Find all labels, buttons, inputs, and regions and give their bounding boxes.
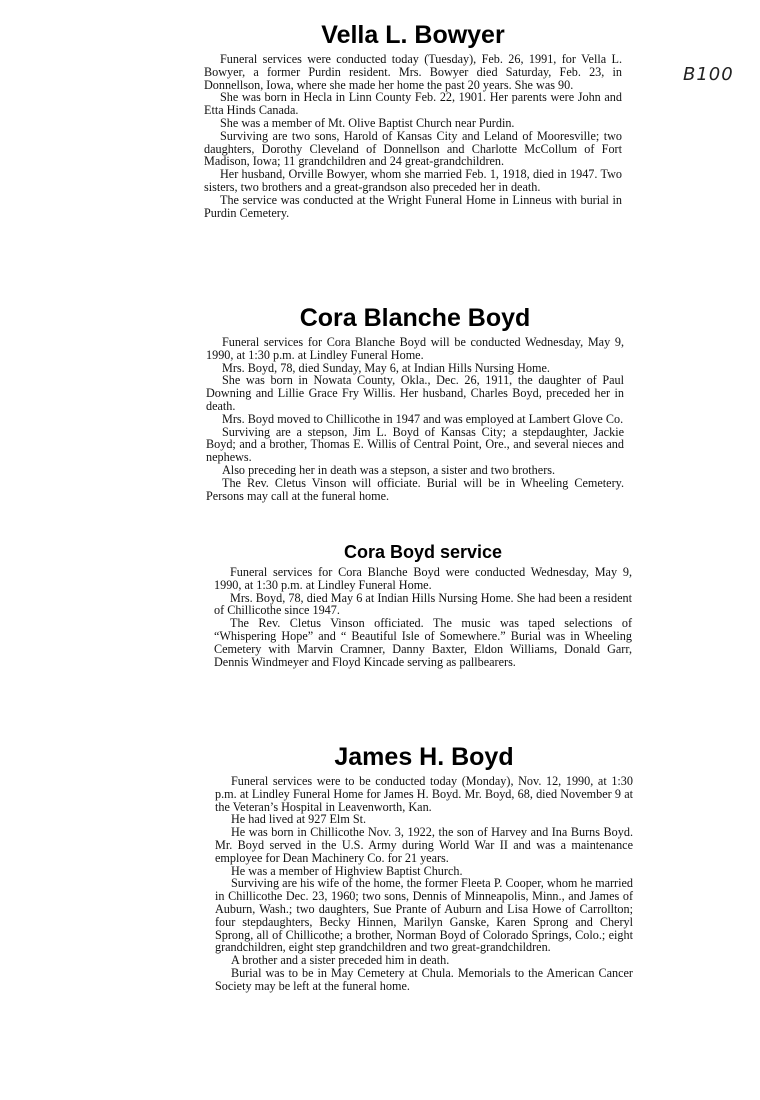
- paragraph: Burial was to be in May Cemetery at Chula. Memorials to the American Cancer Society may be left at the funeral home.: [215, 965, 633, 993]
- paragraph: She was born in Nowata County, Okla., Dec. 26, 1911, the daughter of Paul Downing and Lillie Grace Fry Willis. Her husband, Charles Boyd, preceded her in death.: [206, 373, 624, 413]
- paragraph: She was a member of Mt. Olive Baptist Church near Purdin.: [220, 115, 515, 130]
- paragraph: Mrs. Boyd moved to Chillicothe in 1947 and was employed at Lambert Glove Co.: [222, 411, 624, 426]
- paragraph: The service was conducted at the Wright Funeral Home in Linneus with burial in Purdin Cemetery.: [204, 192, 622, 220]
- paragraph: Surviving are a stepson, Jim L. Boyd of Kansas City; a stepdaughter, Jackie Boyd; and a brother, Thomas E. Willis of Central Point, Ore., and several nieces and nephews.: [206, 424, 624, 465]
- obituary-body: [204, 53, 622, 219]
- paragraph: Mrs. Boyd, 78, died Sunday, May 6, at Indian Hills Nursing Home.: [222, 360, 550, 375]
- handwritten-annotation: B100: [683, 64, 734, 85]
- paragraph: Funeral services were to be conducted today (Monday), Nov. 12, 1990, at 1:30 p.m. at Lindley Funeral Home for James H. Boyd. Mr. Boyd, 68, died November 9 at the Veteran’s Hospital in Leavenworth, Kan.: [215, 774, 633, 814]
- paragraph: She was born in Hecla in Linn County Feb. 22, 1901. Her parents were John and Etta Hinds Canada.: [204, 90, 622, 118]
- obituary-james-boyd: [215, 742, 633, 993]
- paragraph: He had lived at 927 Elm St.: [231, 812, 367, 827]
- paragraph: Her husband, Orville Bowyer, whom she married Feb. 1, 1918, died in 1947. Two sisters, two brothers and a great-grandson also preceded her in death.: [204, 167, 622, 194]
- obituary-body: [214, 566, 632, 668]
- obituary-cora-blanche-boyd: [206, 303, 624, 502]
- paragraph: Also preceding her in death was a stepson, a sister and two brothers.: [222, 462, 556, 477]
- paragraph: Funeral services for Cora Blanche Boyd will be conducted Wednesday, May 9, 1990, at 1:30 p.m. at Lindley Funeral Home.: [206, 335, 624, 362]
- paragraph: The Rev. Cletus Vinson officiated. The music was taped selections of “Whispering Hope” and “ Beautiful Isle of Somewhere.” Burial was in Wheeling Cemetery with Marvin Cramner, Danny Baxter, Eldon Williams, Donald Garr, Dennis Windmeyer and Floyd Kincade serving as pallbearers.: [214, 616, 632, 669]
- headline: Cora Blanche Boyd: [299, 304, 531, 332]
- headline: James H. Boyd: [334, 743, 514, 771]
- headline: Cora Boyd service: [343, 542, 503, 562]
- paragraph: Funeral services for Cora Blanche Boyd were conducted Wednesday, May 9, 1990, at 1:30 p.m. at Lindley Funeral Home.: [214, 565, 632, 592]
- paragraph: Surviving are his wife of the home, the former Fleeta P. Cooper, whom he married in Chillicothe Dec. 23, 1960; two sons, Dennis of Minneapolis, Minn., and James of Auburn, Wash.; two daughters, Sue Prante of Auburn and Lisa Howe of Carrollton; four stepdaughters, Becky Hinnen, Marilyn Ganske, Karen Sprong and Cheryl Sprong, all of Chillicothe; a brother, Norman Boyd of Colorado Springs, Colo.; eight grandchildren, eight step grandchildren and two great-grandchildren.: [215, 876, 633, 955]
- paragraph: The Rev. Cletus Vinson will officiate. Burial will be in Wheeling Cemetery. Persons may call at the funeral home.: [206, 475, 624, 503]
- paragraph: Surviving are two sons, Harold of Kansas City and Leland of Mooresville; two daughters, Dorothy Cleveland of Donnellson and Charlotte McCollum of Fort Madison, Iowa; 11 grandchildren and 24 great-grandchildren.: [204, 128, 622, 169]
- headline: Vella L. Bowyer: [321, 21, 505, 49]
- paragraph: He was born in Chillicothe Nov. 3, 1922, the son of Harvey and Ina Burns Boyd. Mr. Boyd served in the U.S. Army during World War II and was a maintenance employee for Dean Machinery Co. for 21 years.: [215, 825, 633, 865]
- obituary-body: [206, 336, 624, 502]
- paragraph: Mrs. Boyd, 78, died May 6 at Indian Hills Nursing Home. She had been a resident of Chillicothe since 1947.: [214, 590, 632, 618]
- paragraph: He was a member of Highview Baptist Church.: [231, 863, 463, 878]
- obituary-cora-boyd-service: [214, 541, 632, 668]
- obituary-body: [215, 775, 633, 993]
- paragraph: A brother and a sister preceded him in death.: [231, 953, 450, 968]
- paragraph: Funeral services were conducted today (Tuesday), Feb. 26, 1991, for Vella L. Bowyer, a former Purdin resident. Mrs. Bowyer died Saturday, Feb. 23, in Donnellson, Iowa, where she made her home the past 20 years. She was 90.: [204, 52, 622, 92]
- obituary-vella-bowyer: [204, 20, 622, 219]
